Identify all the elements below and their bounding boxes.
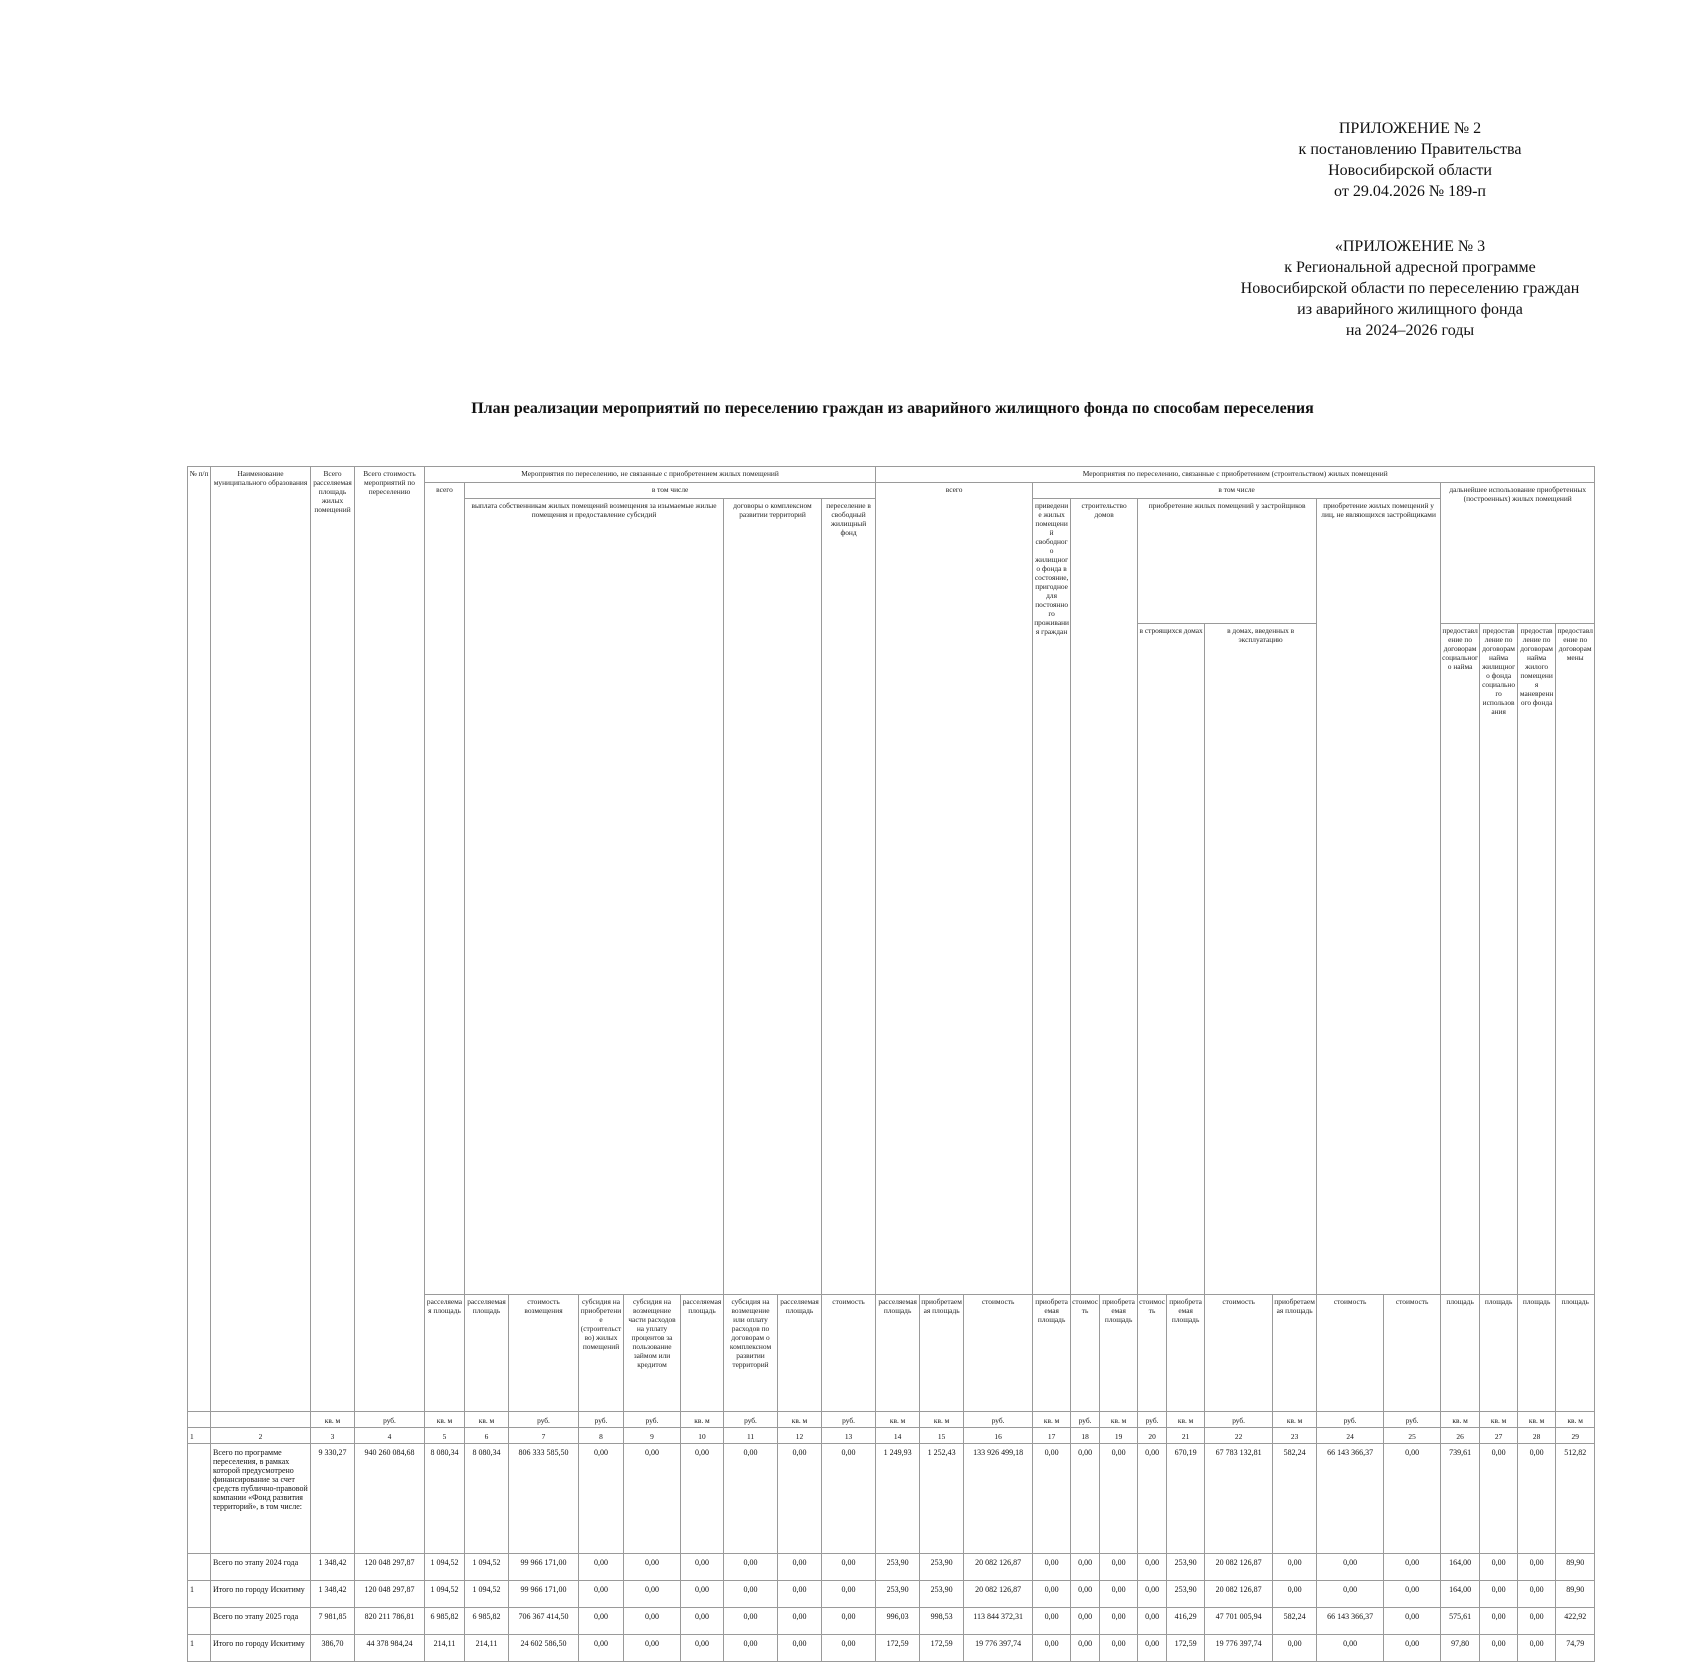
table-cell: 66 143 366,37 — [1317, 1608, 1384, 1635]
header-bringing-free: приведение жилых помещений свободного жилищного фонда в состояние, пригодное для постоянного проживания граждан — [1033, 499, 1071, 1295]
header-col-9: субсидия на возмещение части расходов на уплату процентов за пользование займом или кредитом — [624, 1295, 681, 1412]
table-cell: 0,00 — [1033, 1581, 1071, 1608]
table-cell: 172,59 — [920, 1635, 964, 1662]
header-col-15: приобретаемая площадь — [920, 1295, 964, 1412]
table-cell: 1 348,42 — [311, 1581, 355, 1608]
units-cell: руб. — [1384, 1412, 1441, 1428]
table-cell: 0,00 — [624, 1581, 681, 1608]
units-cell: руб. — [1138, 1412, 1167, 1428]
header-col-8: субсидия на приобретение (строительство) жилых помещений — [579, 1295, 624, 1412]
table-row — [188, 1635, 1595, 1662]
appendix-line: из аварийного жилищного фонда — [1297, 301, 1523, 318]
table-cell: 253,90 — [1167, 1581, 1205, 1608]
header-v-tom-chisle: в том числе — [465, 483, 876, 499]
table-cell: 0,00 — [1033, 1635, 1071, 1662]
units-cell: кв. м — [1518, 1412, 1556, 1428]
table-cell: 0,00 — [1384, 1581, 1441, 1608]
header-from-developers: приобретение жилых помещений у застройщиков — [1138, 499, 1317, 624]
header-v-tom-chisle-acq: в том числе — [1033, 483, 1441, 499]
column-number-cell: 23 — [1273, 1428, 1317, 1444]
table-cell: 0,00 — [822, 1444, 876, 1554]
header-col-10: расселяемая площадь — [681, 1295, 724, 1412]
row-number — [188, 1554, 211, 1581]
units-cell — [188, 1412, 211, 1428]
table-cell: 0,00 — [1317, 1635, 1384, 1662]
table-cell: 9 330,27 — [311, 1444, 355, 1554]
table-cell: 0,00 — [681, 1444, 724, 1554]
table-cell: 0,00 — [1480, 1608, 1518, 1635]
table-cell: 1 249,93 — [876, 1444, 920, 1554]
table-cell: 0,00 — [1100, 1444, 1138, 1554]
table-cell: 575,61 — [1441, 1608, 1480, 1635]
table-cell: 0,00 — [1138, 1635, 1167, 1662]
column-number-cell: 27 — [1480, 1428, 1518, 1444]
table-cell: 99 966 171,00 — [509, 1554, 579, 1581]
column-number-cell: 11 — [724, 1428, 778, 1444]
table-cell: 706 367 414,50 — [509, 1608, 579, 1635]
header-social-rent: предоставление по договорам социального найма — [1441, 624, 1480, 1295]
table-cell: 0,00 — [1033, 1608, 1071, 1635]
appendix-main-header — [1190, 118, 1630, 202]
appendix-line: к Региональной адресной программе — [1284, 259, 1536, 276]
units-cell: кв. м — [1033, 1412, 1071, 1428]
table-cell: 0,00 — [1138, 1581, 1167, 1608]
row-number: 1 — [188, 1581, 211, 1608]
table-cell: 0,00 — [681, 1554, 724, 1581]
table-cell: 0,00 — [1138, 1608, 1167, 1635]
units-cell: руб. — [509, 1412, 579, 1428]
header-col-28: площадь — [1518, 1295, 1556, 1412]
column-number-cell: 17 — [1033, 1428, 1071, 1444]
header-col-7: стоимость возмещения — [509, 1295, 579, 1412]
table-cell: 0,00 — [778, 1581, 822, 1608]
header-payment: выплата собственникам жилых помещений возмещения за изымаемые жилые помещения и предоставление субсидий — [465, 499, 724, 1295]
column-number-cell: 26 — [1441, 1428, 1480, 1444]
header-col-13: стоимость — [822, 1295, 876, 1412]
units-cell: кв. м — [1480, 1412, 1518, 1428]
header-col-24: стоимость — [1317, 1295, 1384, 1412]
table-cell: 20 082 126,87 — [1205, 1554, 1273, 1581]
column-numbers-row — [188, 1428, 1595, 1444]
header-krt-agreements: договоры о комплексном развитии территорий — [724, 499, 822, 1295]
table-cell: 0,00 — [681, 1581, 724, 1608]
column-number-cell: 18 — [1071, 1428, 1100, 1444]
column-number-cell: 24 — [1317, 1428, 1384, 1444]
header-further-use: дальнейшее использование приобретенных (построенных) жилых помещений — [1441, 483, 1595, 624]
table-cell: 0,00 — [1384, 1635, 1441, 1662]
header-exchange: предоставление по договорам мены — [1556, 624, 1595, 1295]
table-cell: 416,29 — [1167, 1608, 1205, 1635]
column-number-cell: 9 — [624, 1428, 681, 1444]
header-group-acquisition: Мероприятия по переселению, связанные с приобретением (строительством) жилых помещений — [876, 467, 1595, 483]
table-cell: 89,90 — [1556, 1554, 1595, 1581]
table-cell: 0,00 — [1071, 1608, 1100, 1635]
table-cell: 0,00 — [579, 1554, 624, 1581]
units-cell: кв. м — [1167, 1412, 1205, 1428]
header-vsego: всего — [425, 483, 465, 1295]
table-cell: 66 143 366,37 — [1317, 1444, 1384, 1554]
table-cell: 0,00 — [1138, 1554, 1167, 1581]
column-number-cell: 20 — [1138, 1428, 1167, 1444]
appendix-line: «ПРИЛОЖЕНИЕ № 3 — [1334, 238, 1486, 255]
appendix-line: Новосибирской области — [1328, 162, 1492, 179]
table-cell: 120 048 297,87 — [355, 1554, 425, 1581]
table-cell: 820 211 786,81 — [355, 1608, 425, 1635]
header-col-27: площадь — [1480, 1295, 1518, 1412]
appendix-line: Новосибирской области по переселению граждан — [1240, 280, 1580, 297]
table-cell: 253,90 — [920, 1581, 964, 1608]
table-body — [188, 1444, 1595, 1662]
header-free-fund: переселение в свободный жилищный фонд — [822, 499, 876, 1295]
table-cell: 386,70 — [311, 1635, 355, 1662]
table-cell: 24 602 586,50 — [509, 1635, 579, 1662]
table-cell: 0,00 — [822, 1581, 876, 1608]
table-cell: 0,00 — [1273, 1635, 1317, 1662]
table-cell: 0,00 — [624, 1444, 681, 1554]
table-cell: 0,00 — [1480, 1581, 1518, 1608]
table-cell: 0,00 — [1033, 1444, 1071, 1554]
table-cell: 20 082 126,87 — [964, 1581, 1033, 1608]
header-vsego-acq: всего — [876, 483, 1033, 1295]
table-cell: 99 966 171,00 — [509, 1581, 579, 1608]
table-cell: 6 985,82 — [425, 1608, 465, 1635]
table-cell: 0,00 — [1273, 1581, 1317, 1608]
table-row — [188, 1608, 1595, 1635]
table-cell: 0,00 — [1100, 1608, 1138, 1635]
header-col-16: стоимость — [964, 1295, 1033, 1412]
units-cell: руб. — [624, 1412, 681, 1428]
header-col-18: стоимость — [1071, 1295, 1100, 1412]
table-cell: 512,82 — [1556, 1444, 1595, 1554]
units-cell: кв. м — [1556, 1412, 1595, 1428]
table-cell: 19 776 397,74 — [964, 1635, 1033, 1662]
header-col-20: стоимость — [1138, 1295, 1167, 1412]
units-cell: кв. м — [311, 1412, 355, 1428]
column-number-cell: 1 — [188, 1428, 211, 1444]
column-number-cell: 8 — [579, 1428, 624, 1444]
column-number-cell: 4 — [355, 1428, 425, 1444]
table-cell: 0,00 — [1384, 1554, 1441, 1581]
table-cell: 253,90 — [876, 1554, 920, 1581]
units-cell: руб. — [964, 1412, 1033, 1428]
table-cell: 67 783 132,81 — [1205, 1444, 1273, 1554]
table-cell: 19 776 397,74 — [1205, 1635, 1273, 1662]
column-number-cell: 28 — [1518, 1428, 1556, 1444]
table-cell: 6 985,82 — [465, 1608, 509, 1635]
column-number-cell: 6 — [465, 1428, 509, 1444]
table-cell: 0,00 — [579, 1635, 624, 1662]
table-cell: 0,00 — [1033, 1554, 1071, 1581]
appendix-line: на 2024–2026 годы — [1345, 322, 1475, 339]
table-cell: 0,00 — [1518, 1608, 1556, 1635]
resettlement-plan-table — [187, 466, 1595, 1662]
header-from-persons: приобретение жилых помещений у лиц, не являющихся застройщиками — [1317, 499, 1441, 1295]
row-name: Итого по городу Искитиму — [211, 1581, 311, 1608]
table-cell: 0,00 — [624, 1554, 681, 1581]
table-cell: 806 333 585,50 — [509, 1444, 579, 1554]
header-num: № п/п — [188, 467, 211, 1412]
appendix-line: к постановлению Правительства — [1298, 141, 1522, 158]
table-cell: 8 080,34 — [425, 1444, 465, 1554]
table-cell: 998,53 — [920, 1608, 964, 1635]
header-name: Наименование муниципального образования — [211, 467, 311, 1412]
column-number-cell: 14 — [876, 1428, 920, 1444]
header-maneuver-fund: предоставление по договорам найма жилого помещения маневренного фонда — [1518, 624, 1556, 1295]
table-cell: 0,00 — [1138, 1444, 1167, 1554]
table-cell: 0,00 — [724, 1608, 778, 1635]
table-cell: 7 981,85 — [311, 1608, 355, 1635]
units-cell: кв. м — [681, 1412, 724, 1428]
table-cell: 133 926 499,18 — [964, 1444, 1033, 1554]
table-cell: 253,90 — [920, 1554, 964, 1581]
table-cell: 0,00 — [1071, 1554, 1100, 1581]
header-col-29: площадь — [1556, 1295, 1595, 1412]
table-cell: 0,00 — [1100, 1635, 1138, 1662]
header-commissioned: в домах, введенных в эксплуатацию — [1205, 624, 1317, 1295]
table-cell: 0,00 — [1480, 1635, 1518, 1662]
table-cell: 0,00 — [724, 1444, 778, 1554]
table-cell: 0,00 — [724, 1554, 778, 1581]
units-cell: кв. м — [920, 1412, 964, 1428]
table-cell: 0,00 — [1480, 1444, 1518, 1554]
column-number-cell: 12 — [778, 1428, 822, 1444]
column-number-cell: 29 — [1556, 1428, 1595, 1444]
table-cell: 0,00 — [1273, 1554, 1317, 1581]
header-col-5: расселяемая площадь — [425, 1295, 465, 1412]
table-cell: 1 094,52 — [425, 1581, 465, 1608]
table-cell: 253,90 — [876, 1581, 920, 1608]
table-cell: 89,90 — [1556, 1581, 1595, 1608]
table-row — [188, 1444, 1595, 1554]
table-cell: 253,90 — [1167, 1554, 1205, 1581]
units-cell: руб. — [724, 1412, 778, 1428]
table-cell: 0,00 — [822, 1608, 876, 1635]
units-cell: кв. м — [876, 1412, 920, 1428]
table-row — [188, 1581, 1595, 1608]
header-col-23: приобретаемая площадь — [1273, 1295, 1317, 1412]
table-cell: 20 082 126,87 — [1205, 1581, 1273, 1608]
header-col-17: приобретаемая площадь — [1033, 1295, 1071, 1412]
table-cell: 0,00 — [1317, 1554, 1384, 1581]
table-cell: 164,00 — [1441, 1554, 1480, 1581]
table-cell: 0,00 — [1317, 1581, 1384, 1608]
header-group-not-acquisition: Мероприятия по переселению, не связанные с приобретением жилых помещений — [425, 467, 876, 483]
table-cell: 0,00 — [1518, 1581, 1556, 1608]
table-cell: 739,61 — [1441, 1444, 1480, 1554]
table-cell: 0,00 — [681, 1635, 724, 1662]
units-cell: кв. м — [425, 1412, 465, 1428]
table-cell: 0,00 — [1518, 1554, 1556, 1581]
table-cell: 0,00 — [822, 1554, 876, 1581]
table-cell: 0,00 — [724, 1581, 778, 1608]
appendix-line: ПРИЛОЖЕНИЕ № 2 — [1338, 120, 1482, 137]
table-cell: 172,59 — [876, 1635, 920, 1662]
header-col-25: стоимость — [1384, 1295, 1441, 1412]
table-cell: 996,03 — [876, 1608, 920, 1635]
table-cell: 940 260 084,68 — [355, 1444, 425, 1554]
column-number-cell: 13 — [822, 1428, 876, 1444]
header-total-cost: Всего стоимость мероприятий по переселению — [355, 467, 425, 1412]
column-number-cell: 5 — [425, 1428, 465, 1444]
table-cell: 0,00 — [579, 1608, 624, 1635]
header-col-14: расселяемая площадь — [876, 1295, 920, 1412]
header-col-11: субсидия на возмещение или оплату расходов по договорам о комплексном развитии территорий — [724, 1295, 778, 1412]
units-cell: руб. — [1317, 1412, 1384, 1428]
column-number-cell: 16 — [964, 1428, 1033, 1444]
table-cell: 582,24 — [1273, 1608, 1317, 1635]
units-cell: кв. м — [1273, 1412, 1317, 1428]
table-cell: 0,00 — [681, 1608, 724, 1635]
table-cell: 0,00 — [724, 1635, 778, 1662]
table-cell: 172,59 — [1167, 1635, 1205, 1662]
units-cell: руб. — [579, 1412, 624, 1428]
column-number-cell: 21 — [1167, 1428, 1205, 1444]
header-col-21: приобретаемая площадь — [1167, 1295, 1205, 1412]
appendix-line: от 29.04.2026 № 189-п — [1334, 183, 1486, 200]
column-number-cell: 25 — [1384, 1428, 1441, 1444]
table-cell: 670,19 — [1167, 1444, 1205, 1554]
table-cell: 44 378 984,24 — [355, 1635, 425, 1662]
document-title: План реализации мероприятий по переселению граждан из аварийного жилищного фонда по способам переселения — [471, 400, 1314, 417]
table-cell: 0,00 — [1384, 1444, 1441, 1554]
row-name: Всего по этапу 2025 года — [211, 1608, 311, 1635]
header-col-22: стоимость — [1205, 1295, 1273, 1412]
column-number-cell: 22 — [1205, 1428, 1273, 1444]
row-number — [188, 1608, 211, 1635]
header-construction: строительство домов — [1071, 499, 1138, 1295]
table-cell: 0,00 — [579, 1581, 624, 1608]
units-cell: руб. — [822, 1412, 876, 1428]
row-name: Всего по программе переселения, в рамках которой предусмотрено финансирование за счет средств публично-правовой компании «Фонд развития территорий», в том числе: — [211, 1444, 311, 1554]
header-col-12: расселяемая площадь — [778, 1295, 822, 1412]
column-number-cell: 7 — [509, 1428, 579, 1444]
table-cell: 0,00 — [1384, 1608, 1441, 1635]
table-cell: 97,80 — [1441, 1635, 1480, 1662]
units-cell: кв. м — [465, 1412, 509, 1428]
table-cell: 582,24 — [1273, 1444, 1317, 1554]
table-cell: 0,00 — [778, 1444, 822, 1554]
header-under-construction: в строящихся домах — [1138, 624, 1205, 1295]
row-number: 1 — [188, 1635, 211, 1662]
table-row — [188, 1554, 1595, 1581]
table-cell: 0,00 — [1071, 1444, 1100, 1554]
table-cell: 422,92 — [1556, 1608, 1595, 1635]
table-cell: 1 094,52 — [465, 1554, 509, 1581]
table-cell: 0,00 — [1480, 1554, 1518, 1581]
units-cell: руб. — [355, 1412, 425, 1428]
appendix-sub-header — [1160, 236, 1660, 341]
column-number-cell: 2 — [211, 1428, 311, 1444]
units-cell: руб. — [1205, 1412, 1273, 1428]
header-col-6: расселяемая площадь — [465, 1295, 509, 1412]
table-cell: 1 094,52 — [465, 1581, 509, 1608]
header-total-area: Всего расселяемая площадь жилых помещений — [311, 467, 355, 1412]
row-name: Всего по этапу 2024 года — [211, 1554, 311, 1581]
table-cell: 0,00 — [1518, 1635, 1556, 1662]
units-cell — [211, 1412, 311, 1428]
column-number-cell: 3 — [311, 1428, 355, 1444]
table-cell: 74,79 — [1556, 1635, 1595, 1662]
table-cell: 0,00 — [1071, 1635, 1100, 1662]
table-cell: 0,00 — [579, 1444, 624, 1554]
table-cell: 47 701 005,94 — [1205, 1608, 1273, 1635]
table-cell: 0,00 — [1100, 1581, 1138, 1608]
table-cell: 0,00 — [778, 1608, 822, 1635]
header-col-19: приобретаемая площадь — [1100, 1295, 1138, 1412]
table-cell: 214,11 — [425, 1635, 465, 1662]
table-cell: 8 080,34 — [465, 1444, 509, 1554]
table-cell: 164,00 — [1441, 1581, 1480, 1608]
units-cell: кв. м — [778, 1412, 822, 1428]
column-number-cell: 10 — [681, 1428, 724, 1444]
table-cell: 0,00 — [778, 1635, 822, 1662]
table-cell: 0,00 — [1100, 1554, 1138, 1581]
units-cell: руб. — [1071, 1412, 1100, 1428]
row-number — [188, 1444, 211, 1554]
table-cell: 120 048 297,87 — [355, 1581, 425, 1608]
table-cell: 214,11 — [465, 1635, 509, 1662]
table-cell: 20 082 126,87 — [964, 1554, 1033, 1581]
header-col-26: площадь — [1441, 1295, 1480, 1412]
units-cell: кв. м — [1100, 1412, 1138, 1428]
units-row — [188, 1412, 1595, 1428]
table-cell: 0,00 — [624, 1635, 681, 1662]
column-number-cell: 15 — [920, 1428, 964, 1444]
table-cell: 0,00 — [1071, 1581, 1100, 1608]
table-cell: 1 348,42 — [311, 1554, 355, 1581]
table-cell: 1 252,43 — [920, 1444, 964, 1554]
row-name: Итого по городу Искитиму — [211, 1635, 311, 1662]
column-number-cell: 19 — [1100, 1428, 1138, 1444]
header-commercial-rent: предоставление по договорам найма жилищного фонда социального использования — [1480, 624, 1518, 1295]
table-cell: 0,00 — [778, 1554, 822, 1581]
units-cell: кв. м — [1441, 1412, 1480, 1428]
table-cell: 0,00 — [624, 1608, 681, 1635]
table-cell: 0,00 — [1518, 1444, 1556, 1554]
table-cell: 0,00 — [822, 1635, 876, 1662]
table-cell: 1 094,52 — [425, 1554, 465, 1581]
table-cell: 113 844 372,31 — [964, 1608, 1033, 1635]
